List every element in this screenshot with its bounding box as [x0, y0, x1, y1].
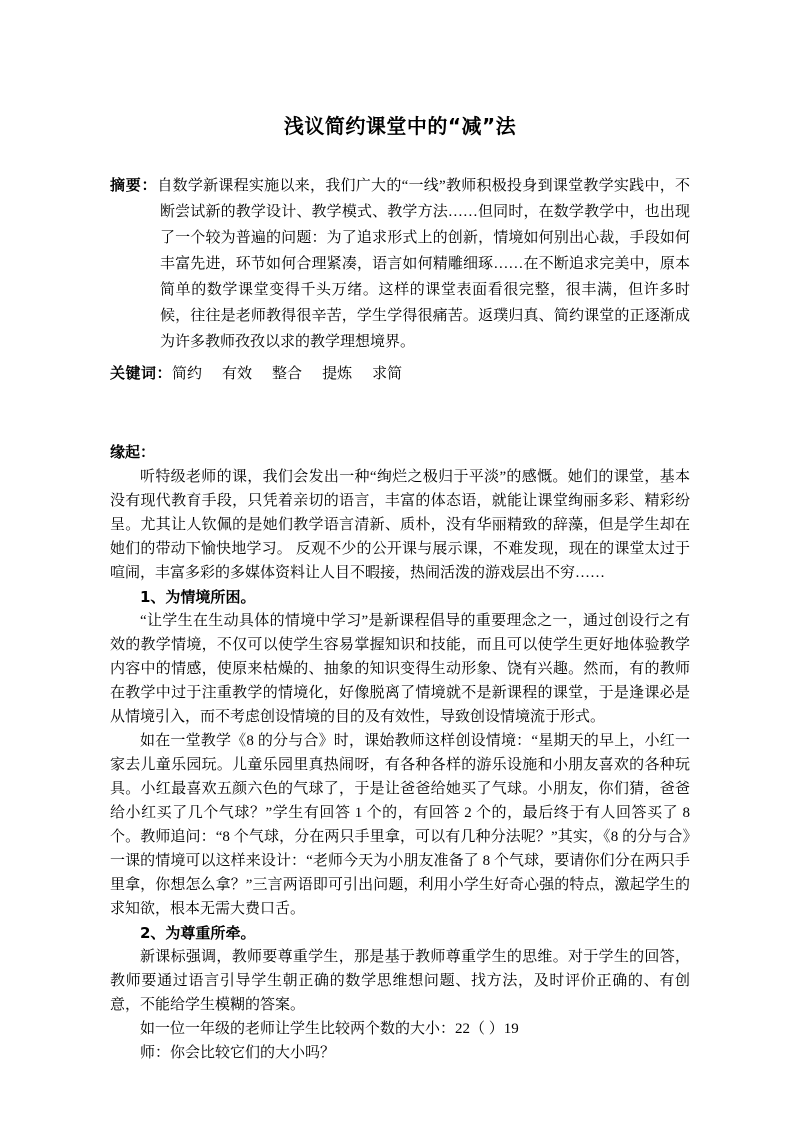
- keyword-item: 整合: [272, 366, 303, 382]
- example-line: 如一位一年级的老师让学生比较两个数的大小：22（ ）19: [140, 1021, 519, 1037]
- keyword-item: 求简: [372, 366, 403, 382]
- example-line: 师：你会比较它们的大小吗？: [140, 1045, 336, 1061]
- section-heading-origin: 缘起：: [110, 443, 156, 461]
- page-title: 浅议简约课堂中的“减”法: [283, 114, 517, 138]
- paragraph: 听特级老师的课，我们会发出一种“绚烂之极归于平淡”的感慨。她们的课堂，基本没有现代教育手段，只凭着亲切的语言，丰富的体态语，就能让课堂绚丽多彩、精彩纷呈。尤其让人钦佩的是她们教学语言清新、质朴，没有华丽精致的辞藻，但是学生却在她们的带动下愉快地学习。 反观不少的公开课与展示课，不难发现，现在的课堂太过于喧闹，丰富多彩的多媒体资料让人目不暇接，热闹活泼的游戏层出不穷……: [110, 469, 690, 581]
- keywords-label: 关键词：: [110, 364, 173, 382]
- keyword-item: 有效: [222, 366, 253, 382]
- keywords-block: [110, 360, 690, 387]
- abstract-block: [110, 172, 690, 355]
- keyword-item: 简约: [172, 366, 203, 382]
- paragraph: 如在一堂教学《8 的分与合》时，课始教师这样创设情境：“星期天的早上，小红一家去儿童乐园玩。儿童乐园里真热闹呀，有各种各样的游乐设施和小朋友喜欢的各种玩具。小红最喜欢五颜六色的气球了，于是让爸爸给她买了气球。小朋友，你们猜，爸爸给小红买了几个气球？”学生有回答 1 个的，有回答 2 个的，最后终于有人回答买了 8 个。教师追问：“8 个气球，分在两只手里拿，可以有几种分法呢？”其实，《8 的分与合》一课的情境可以这样来设计：“老师今天为小朋友准备了 8 个气球，要请你们分在两只手里拿，你想怎么拿？”三言两语即可引出问题，利用小学生好奇心强的特点，激起学生的求知欲，根本无需大费口舌。: [110, 733, 690, 917]
- subsection-heading-2: 2、为尊重所牵。: [140, 924, 256, 942]
- abstract-label: 摘要：: [110, 176, 158, 194]
- abstract-text: 自数学新课程实施以来，我们广大的“一线”教师积极投身到课堂教学实践中，不断尝试新的教学设计、教学模式、教学方法……但同时，在数学教学中，也出现了一个较为普遍的问题：为了追求形式上的创新，情境如何别出心裁，手段如何丰富先进，环节如何合理紧凑，语言如何精雕细琢……在不断追求完美中，原本简单的数学课堂变得千头万绪。这样的课堂表面看很完整，很丰满，但许多时候，往往是老师教得很辛苦，学生学得很痛苦。返璞归真、简约课堂的正逐渐成为许多教师孜孜以求的教学理想境界。: [157, 178, 690, 350]
- paragraph: 新课标强调，教师要尊重学生，那是基于教师尊重学生的思维。对于学生的回答，教师要通过语言引导学生朝正确的数学思维想问题、找方法，及时评价正确的、有创意，不能给学生模糊的答案。: [110, 949, 690, 1013]
- keyword-item: 提炼: [322, 366, 353, 382]
- paragraph: “让学生在生动具体的情境中学习”是新课程倡导的重要理念之一，通过创设行之有效的教学情境，不仅可以使学生容易掌握知识和技能，而且可以使学生更好地体验教学内容中的情感，使原来枯燥的、抽象的知识变得生动形象、饶有兴趣。然而，有的教师在教学中过于注重教学的情境化，好像脱离了情境就不是新课程的课堂，于是逢课必是从情境引入，而不考虑创设情境的目的及有效性，导致创设情境流于形式。: [110, 613, 690, 725]
- subsection-heading-1: 1、为情境所困。: [140, 588, 256, 606]
- document-content: [110, 0, 690, 1065]
